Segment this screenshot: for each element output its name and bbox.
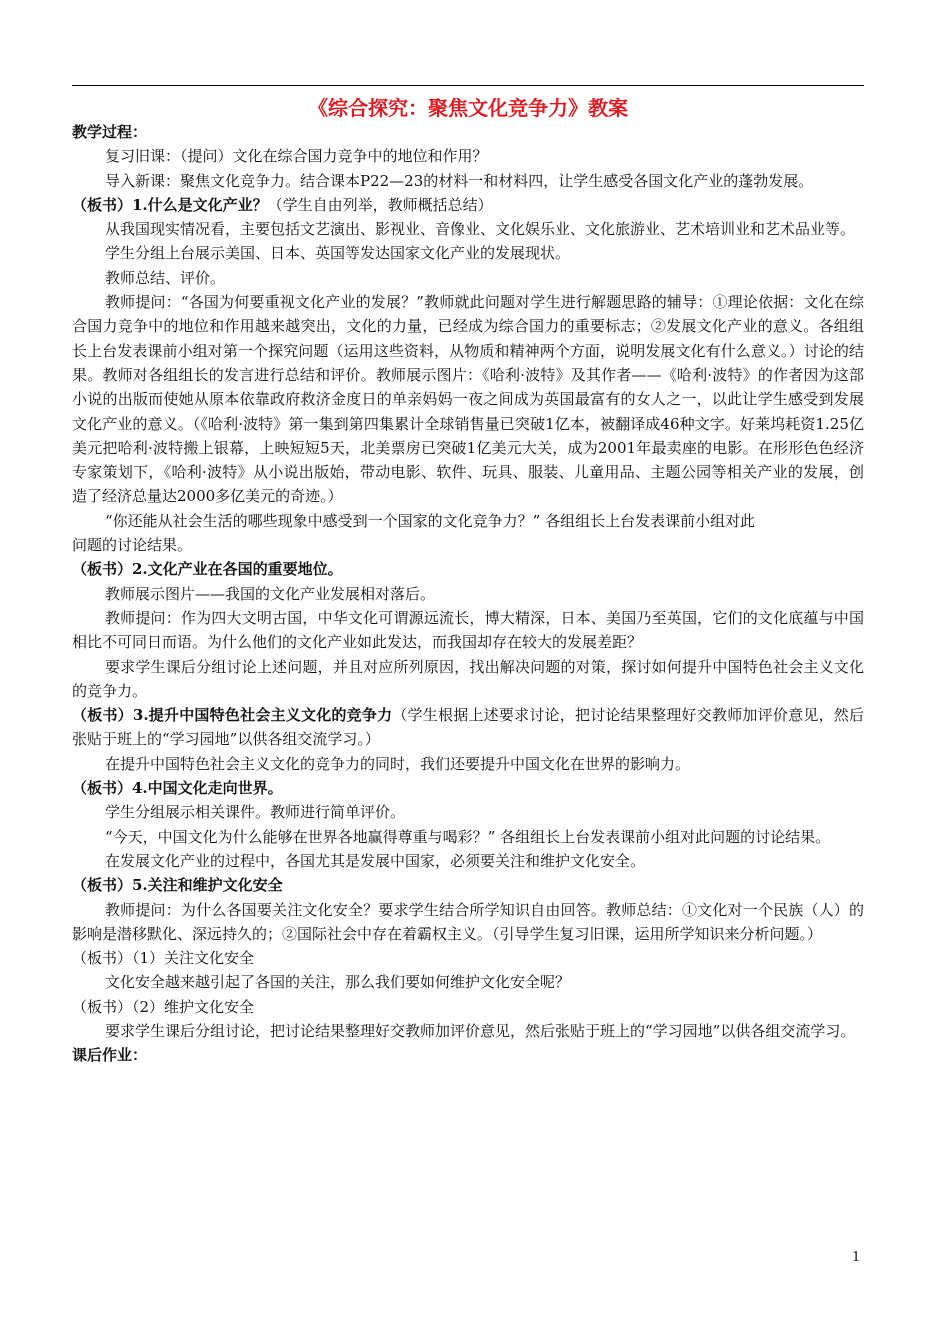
page-number: 1 bbox=[852, 1250, 861, 1265]
paragraph-group-discussion: 要求学生课后分组讨论上述问题，并且对应所列原因，找出解决问题的对策，探讨如何提升中国特色社会主义文化的竞争力。 bbox=[72, 657, 864, 700]
board-heading-3-label: （板书）3.提升中国特色社会主义文化的竞争力 bbox=[72, 706, 393, 725]
board-heading-5: （板书）5.关注和维护文化安全 bbox=[72, 876, 283, 895]
paragraph-question-respect: “今天，中国文化为什么能够在世界各地赢得尊重与喝彩？” 各组组长上台发表课前小组对此问题的讨论结果。 bbox=[105, 827, 831, 846]
paragraph-question-competitiveness: “你还能从社会生活的哪些现象中感受到一个国家的文化竞争力？” 各组组长上台发表课前小组对此 bbox=[105, 511, 756, 530]
board-heading-2: （板书）2.文化产业在各国的重要地位。 bbox=[72, 560, 343, 579]
paragraph-security-attention: 文化安全越来越引起了各国的关注，那么我们要如何维护文化安全呢？ bbox=[105, 973, 571, 992]
paragraph-industry-scope: 从我国现实情况看，主要包括文艺演出、影视业、音像业、文化娱乐业、文化旅游业、艺术培训业和艺术品业等。 bbox=[105, 220, 856, 239]
board-subheading-1: （板书）（1）关注文化安全 bbox=[72, 949, 255, 968]
paragraph-courseware: 学生分组展示相关课件。教师进行简单评价。 bbox=[105, 803, 406, 822]
paragraph-culture-security: 在发展文化产业的过程中，各国尤其是发展中国家，必须要关注和维护文化安全。 bbox=[105, 851, 646, 870]
board-subheading-2: （板书）（2）维护文化安全 bbox=[72, 997, 255, 1016]
paragraph-teacher-question-2: 教师提问：作为四大文明古国，中华文化可谓源远流长，博大精深，日本、美国乃至英国，它们的文化底蕴与中国相比不可同日而语。为什么他们的文化产业如此发达，而我国却存在较大的发展差距？ bbox=[72, 608, 864, 652]
paragraph-teacher-image: 教师展示图片——我国的文化产业发展相对落后。 bbox=[105, 584, 436, 603]
paragraph-teacher-question-1: 教师提问：“各国为何要重视文化产业的发展？”教师就此问题对学生进行解题思路的辅导：①理论依据：文化在综合国力竞争中的地位和作用越来越突出，文化的力量，已经成为综合国力的重要标志；②发展文化产业的意义。各组组长上台发表课前小组对第一个探究问题（运用这些资料，从物质和精神两个方面，说明发展文化有什么意义。）讨论的结果。教师对各组组长的发言进行总结和评价。教师展示图片：《哈利·波特》及其作者——《哈利·波特》的作者因为这部小说的出版而使她从原本依靠政府救济金度日的单亲妈妈一夜之间成为英国最富有的女人之一，以此让学生感受到发展文化产业的意义。（《哈利·波特》第一集到第四集累计全球销售量已突破1亿本，被翻译成46种文字。好莱坞耗资1.25亿美元把哈利·波特搬上银幕，上映短短5天，北美票房已突破1亿美元大关，成为2001年最卖座的电影。在形形色色经济专家策划下，《哈利·波特》从小说出版始，带动电影、软件、玩具、服装、儿童用品、主题公园等相关产业的发展，创造了经济总量达2000多亿美元的奇迹。） bbox=[72, 293, 864, 506]
section-heading-homework: 课后作业： bbox=[72, 1046, 148, 1065]
paragraph-influence: 在提升中国特色社会主义文化的竞争力的同时，我们还要提升中国文化在世界的影响力。 bbox=[105, 754, 691, 773]
board-heading-3 bbox=[72, 703, 864, 752]
board-heading-1-note: （学生自由列举，教师概括总结） bbox=[267, 195, 493, 214]
paragraph-after-class-discussion: 要求学生课后分组讨论，把讨论结果整理好交教师加评价意见，然后张贴于班上的“学习园地”以供各组交流学习。 bbox=[105, 1021, 856, 1040]
document-title: 《综合探究：聚焦文化竞争力》教案 bbox=[308, 96, 628, 120]
header-rule bbox=[72, 85, 864, 86]
section-heading-teaching-process: 教学过程： bbox=[72, 123, 148, 141]
paragraph-teacher-question-3: 教师提问：为什么各国要关注文化安全？要求学生结合所学知识自由回答。教师总结：①文化对一个民族（人）的影响是潜移默化、深远持久的；②国际社会中存在着霸权主义。（引导学生复习旧课，运用所学知识来分析问题。） bbox=[72, 900, 864, 943]
paragraph-intro: 导入新课：聚焦文化竞争力。结合课本P22—23的材料一和材料四，让学生感受各国文化产业的蓬勃发展。 bbox=[105, 171, 814, 190]
board-heading-4: （板书）4.中国文化走向世界。 bbox=[72, 779, 283, 798]
board-heading-1 bbox=[72, 193, 864, 217]
paragraph-question-competitiveness-cont: 问题的讨论结果。 bbox=[72, 536, 193, 555]
board-heading-1-label: （板书）1.什么是文化产业？ bbox=[72, 195, 268, 214]
paragraph-group-show: 学生分组上台展示美国、日本、英国等发达国家文化产业的发展现状。 bbox=[105, 244, 571, 263]
paragraph-review: 复习旧课：（提问）文化在综合国力竞争中的地位和作用？ bbox=[105, 147, 488, 166]
paragraph-teacher-summary: 教师总结、评价。 bbox=[105, 268, 226, 287]
board-heading-3-note: （学生根据上述要求讨论，把讨论结果整理好交教师加评价意见，然后张贴于班上的“学习园地”以供各组交流学习。） bbox=[72, 706, 864, 749]
document-body bbox=[72, 120, 864, 1068]
